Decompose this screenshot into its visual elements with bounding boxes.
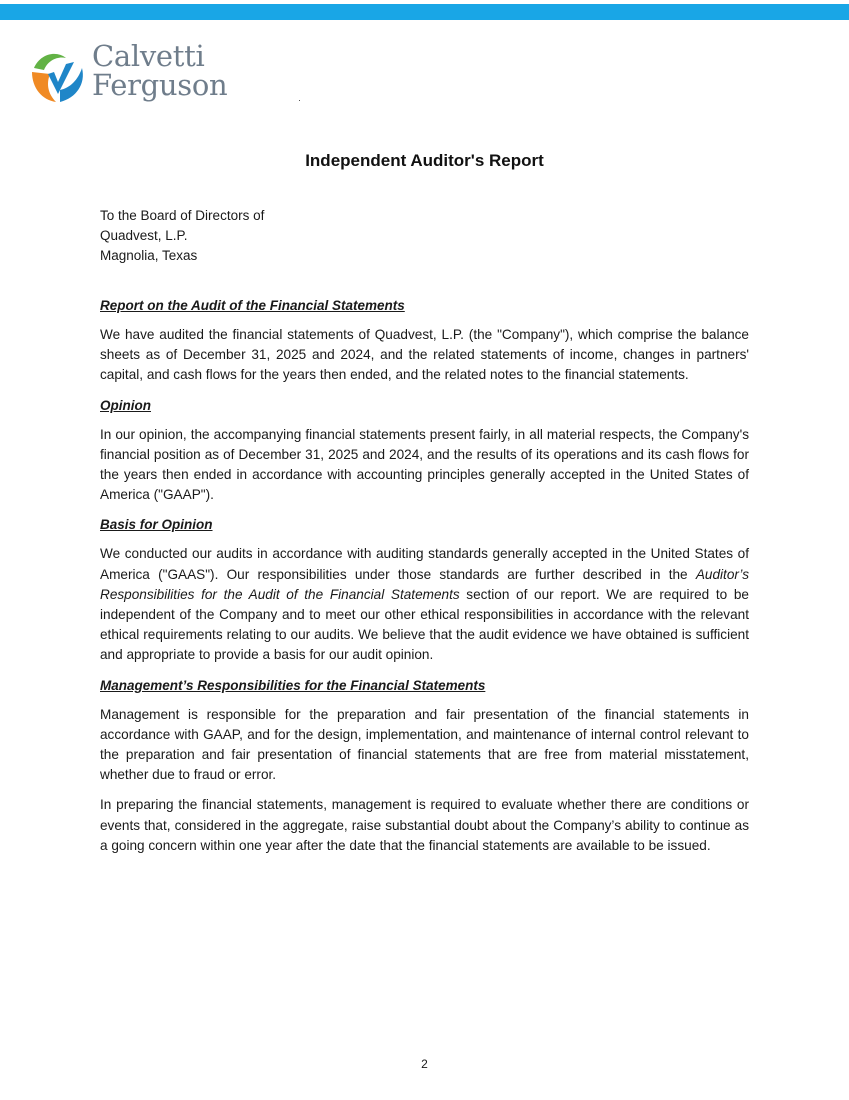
section-heading-management: Management’s Responsibilities for the Financial Statements xyxy=(100,677,486,693)
report-title: Independent Auditor's Report xyxy=(305,151,544,170)
decorative-dot xyxy=(299,100,300,101)
top-accent-bar xyxy=(0,4,849,20)
report-body xyxy=(100,296,749,866)
logo-wordmark-line2: Ferguson xyxy=(92,68,228,102)
addressee-line: Magnolia, Texas xyxy=(100,248,198,263)
basis-text-part: section of our report. We are required to be independent of the Company and to meet our other ethical responsibilities in accordance with the relevant ethical requirements relating to our audits. We believe that the audit evidence we have obtained is sufficient and appropriate to provide a basis for our audit opinion. xyxy=(100,586,749,663)
management-paragraph: Management is responsible for the preparation and fair presentation of the financial statements in accordance with GAAP, and for the design, implementation, and maintenance of internal control relevant to the preparation and fair presentation of financial statements that are free from material misstatement, whether due to fraud or error. xyxy=(100,706,749,783)
page-number: 2 xyxy=(421,1057,428,1071)
logo-wordmark-line1: Calvetti xyxy=(92,39,205,73)
section-heading-audit: Report on the Audit of the Financial Statements xyxy=(100,298,405,313)
addressee-line: Quadvest, L.P. xyxy=(100,228,188,243)
addressee-block xyxy=(100,206,264,266)
basis-italic-reference: Auditor’s Responsibilities for the Audit of the Financial Statements xyxy=(100,566,749,602)
section-heading-opinion: Opinion xyxy=(100,397,151,413)
basis-text-part: We conducted our audits in accordance with auditing standards generally accepted in the United States of America ("GAAS"). Our responsibilities under those standards are further described in the xyxy=(100,546,749,582)
section-heading-basis: Basis for Opinion xyxy=(100,517,213,533)
going-concern-paragraph: In preparing the financial statements, management is required to evaluate whether there are conditions or events that, considered in the aggregate, raise substantial doubt about the Company’s ability to continue as a going concern within one year after the date that the financial statements are available to be issued. xyxy=(100,797,749,853)
calvetti-ferguson-logo-mark-icon xyxy=(30,44,88,106)
audit-paragraph: We have audited the financial statements of Quadvest, L.P. (the "Company"), which comprise the balance sheets as of December 31, 2025 and 2024, and the related statements of income, changes in partners' capital, and cash flows for the years then ended, and the related notes to the financial statements. xyxy=(100,327,749,383)
basis-paragraph xyxy=(100,544,749,665)
opinion-paragraph: In our opinion, the accompanying financial statements present fairly, in all material respects, the Company's financial position as of December 31, 2025 and 2024, and the results of its operations and its cash flows for the years then ended in accordance with accounting principles generally accepted in the United States of America ("GAAP"). xyxy=(100,426,749,503)
addressee-line: To the Board of Directors of xyxy=(100,208,265,223)
company-logo xyxy=(30,40,230,116)
